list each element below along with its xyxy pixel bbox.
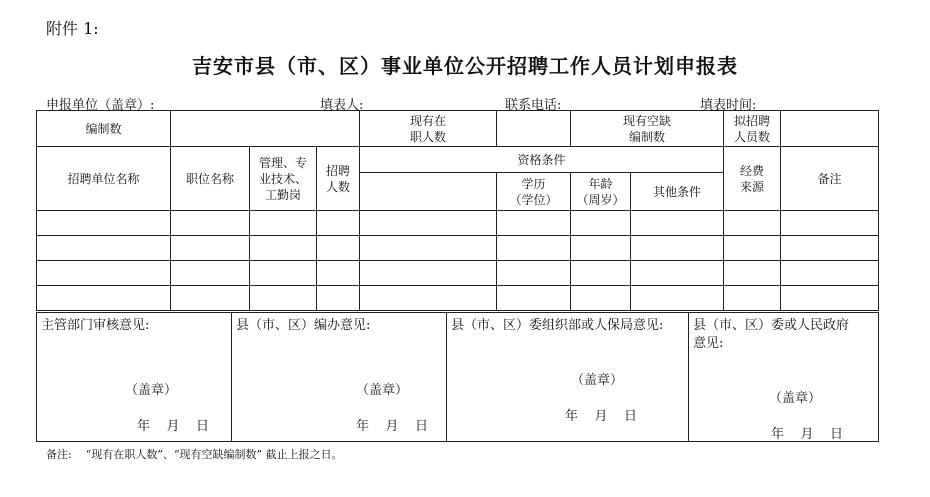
opinions-table bbox=[36, 312, 879, 442]
supervisor-seal-label: （盖章） bbox=[125, 383, 178, 398]
government-opinion-heading: 县（市、区）委或人民政府 意见: bbox=[693, 318, 850, 351]
staffing-office-seal-label: （盖章） bbox=[356, 383, 409, 398]
organization-dept-opinion-heading: 县（市、区）委组织部或人保局意见: bbox=[451, 318, 664, 333]
phone-label: 联系电话: bbox=[505, 98, 562, 113]
current-staff-label: 现有在 职人数 bbox=[360, 111, 497, 147]
filled-by-label: 填表人: bbox=[320, 98, 364, 113]
attachment-label: 附件 1: bbox=[46, 19, 99, 38]
current-staff-value bbox=[497, 111, 571, 147]
government-seal-label: （盖章） bbox=[769, 391, 822, 406]
hire-count-header: 招聘 人数 bbox=[317, 147, 360, 211]
organization-dept-opinion-cell bbox=[447, 313, 689, 442]
vacant-posts-label: 现有空缺 编制数 bbox=[571, 111, 724, 147]
education-header: 学历 （学位） bbox=[497, 173, 571, 211]
fill-time-label: 填表时间: bbox=[700, 98, 757, 113]
organization-dept-seal-label: （盖章） bbox=[571, 373, 624, 388]
government-date-label: 年 月 日 bbox=[771, 427, 844, 442]
staffing-office-date-label: 年 月 日 bbox=[356, 419, 429, 434]
staffing-office-opinion-heading: 县（市、区）编办意见: bbox=[236, 318, 371, 333]
supervisor-opinion-cell bbox=[37, 313, 232, 442]
supervisor-opinion-heading: 主管部门审核意见: bbox=[41, 318, 150, 333]
table-row bbox=[37, 261, 879, 286]
plan-table bbox=[36, 110, 879, 311]
unit-name-header: 招聘单位名称 bbox=[37, 147, 171, 211]
supervisor-date-label: 年 月 日 bbox=[137, 419, 210, 434]
organization-dept-date-label: 年 月 日 bbox=[565, 409, 638, 424]
qualifications-header: 资格条件 bbox=[360, 147, 724, 173]
other-conditions-header: 其他条件 bbox=[631, 173, 724, 211]
age-header: 年龄 （周岁） bbox=[571, 173, 631, 211]
planned-hires-label: 拟招聘 人员数 bbox=[724, 111, 781, 147]
table-row bbox=[37, 236, 879, 261]
qualification-blank-cell bbox=[360, 173, 497, 211]
table-header-row-1 bbox=[37, 147, 879, 173]
establishment-count-label: 编制数 bbox=[37, 111, 171, 147]
establishment-row bbox=[37, 111, 879, 147]
remarks-header: 备注 bbox=[781, 147, 879, 211]
establishment-count-value bbox=[171, 111, 360, 147]
table-row bbox=[37, 286, 879, 311]
funding-source-header: 经费 来源 bbox=[724, 147, 781, 211]
footnote: 备注: “现有在职人数”、“现有空缺编制数” 截止上报之日。 bbox=[46, 448, 343, 461]
staffing-office-opinion-cell bbox=[232, 313, 447, 442]
table-row bbox=[37, 211, 879, 236]
page-title: 吉安市县（市、区）事业单位公开招聘工作人员计划申报表 bbox=[192, 54, 738, 78]
planned-hires-value bbox=[781, 111, 879, 147]
government-opinion-cell bbox=[689, 313, 879, 442]
reporting-unit-label: 申报单位（盖章）: bbox=[46, 98, 155, 113]
position-name-header: 职位名称 bbox=[171, 147, 250, 211]
position-type-header: 管理、专 业技术、 工勤岗 bbox=[250, 147, 317, 211]
